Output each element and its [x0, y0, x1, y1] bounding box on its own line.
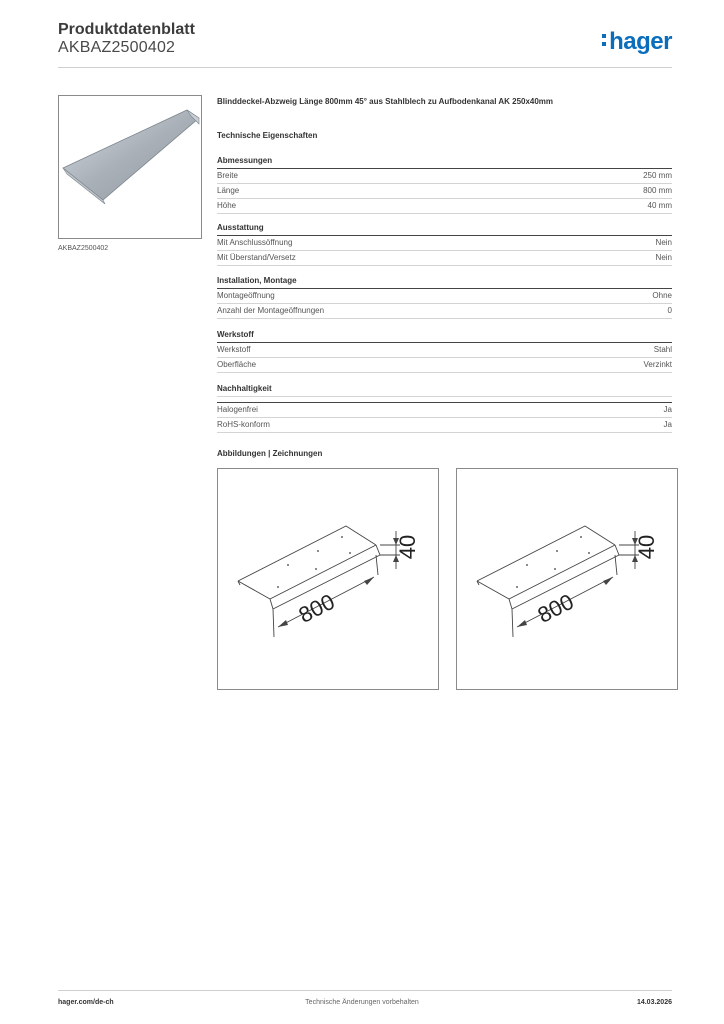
page-title: Produktdatenblatt — [58, 21, 195, 38]
logo-dots-icon — [602, 28, 606, 46]
product-title: Blinddeckel-Abzweig Länge 800mm 45° aus Stahlblech zu Aufbodenkanal AK 250x40mm — [217, 97, 554, 106]
table-row — [217, 289, 672, 304]
row-value: Ja — [663, 420, 672, 429]
row-value: 40 mm — [647, 201, 672, 210]
table-row — [217, 403, 672, 418]
technical-drawing-1 — [217, 468, 439, 690]
row-label: Höhe — [217, 201, 237, 210]
row-value: Ohne — [652, 291, 672, 300]
row-value: Ja — [663, 405, 672, 414]
table-row — [217, 418, 672, 433]
footer-notice: Technische Änderungen vorbehalten — [305, 999, 419, 1006]
row-label: Montageöffnung — [217, 291, 275, 300]
group-title: Ausstattung — [217, 221, 672, 236]
row-label: Halogenfrei — [217, 405, 258, 414]
table-row — [217, 169, 672, 184]
group-installation — [217, 274, 672, 319]
drawings-heading: Abbildungen | Zeichnungen — [217, 449, 323, 458]
group-nachhaltigkeit — [217, 382, 672, 433]
table-row — [217, 184, 672, 199]
technical-heading: Technische Eigenschaften — [217, 131, 318, 140]
footer-website-link[interactable]: hager.com/de-ch — [58, 999, 114, 1006]
dimension-height-label: 40 — [634, 534, 659, 560]
dimension-length-label: 800 — [533, 588, 578, 628]
group-ausstattung — [217, 221, 672, 266]
photo-caption: AKBAZ2500402 — [58, 245, 109, 252]
group-abmessungen — [217, 154, 672, 214]
header-divider — [58, 67, 672, 68]
table-row — [217, 251, 672, 266]
cover-plate-photo-icon — [59, 96, 201, 238]
dimension-length-label: 800 — [294, 588, 339, 628]
row-value: 0 — [667, 306, 672, 315]
table-row — [217, 199, 672, 214]
dimension-drawing-icon — [457, 469, 677, 689]
group-title: Abmessungen — [217, 154, 672, 169]
group-title: Nachhaltigkeit — [217, 382, 672, 397]
row-label: Oberfläche — [217, 360, 257, 369]
row-value: 800 mm — [643, 186, 672, 195]
technical-drawing-2 — [456, 468, 678, 690]
row-value: Nein — [655, 238, 672, 247]
row-value: 250 mm — [643, 171, 672, 180]
group-title: Werkstoff — [217, 328, 672, 343]
row-label: RoHS-konform — [217, 420, 270, 429]
row-label: Mit Anschlussöffnung — [217, 238, 293, 247]
row-label: Anzahl der Montageöffnungen — [217, 306, 325, 315]
footer-divider — [58, 990, 672, 991]
product-photo — [58, 95, 202, 239]
row-label: Länge — [217, 186, 240, 195]
row-label: Werkstoff — [217, 345, 251, 354]
row-value: Stahl — [653, 345, 672, 354]
dimension-height-label: 40 — [395, 534, 420, 560]
group-title: Installation, Montage — [217, 274, 672, 289]
row-value: Nein — [655, 253, 672, 262]
group-werkstoff — [217, 328, 672, 373]
row-label: Breite — [217, 171, 238, 180]
table-row — [217, 343, 672, 358]
dimension-drawing-icon — [218, 469, 438, 689]
table-row — [217, 236, 672, 251]
row-label: Mit Überstand/Versetz — [217, 253, 296, 262]
row-value: Verzinkt — [643, 360, 672, 369]
article-number: AKBAZ2500402 — [58, 39, 176, 56]
logo-text: hager — [609, 28, 672, 55]
hager-logo — [602, 28, 672, 56]
table-row — [217, 358, 672, 373]
footer-date: 14.03.2026 — [636, 999, 672, 1006]
table-row — [217, 304, 672, 319]
